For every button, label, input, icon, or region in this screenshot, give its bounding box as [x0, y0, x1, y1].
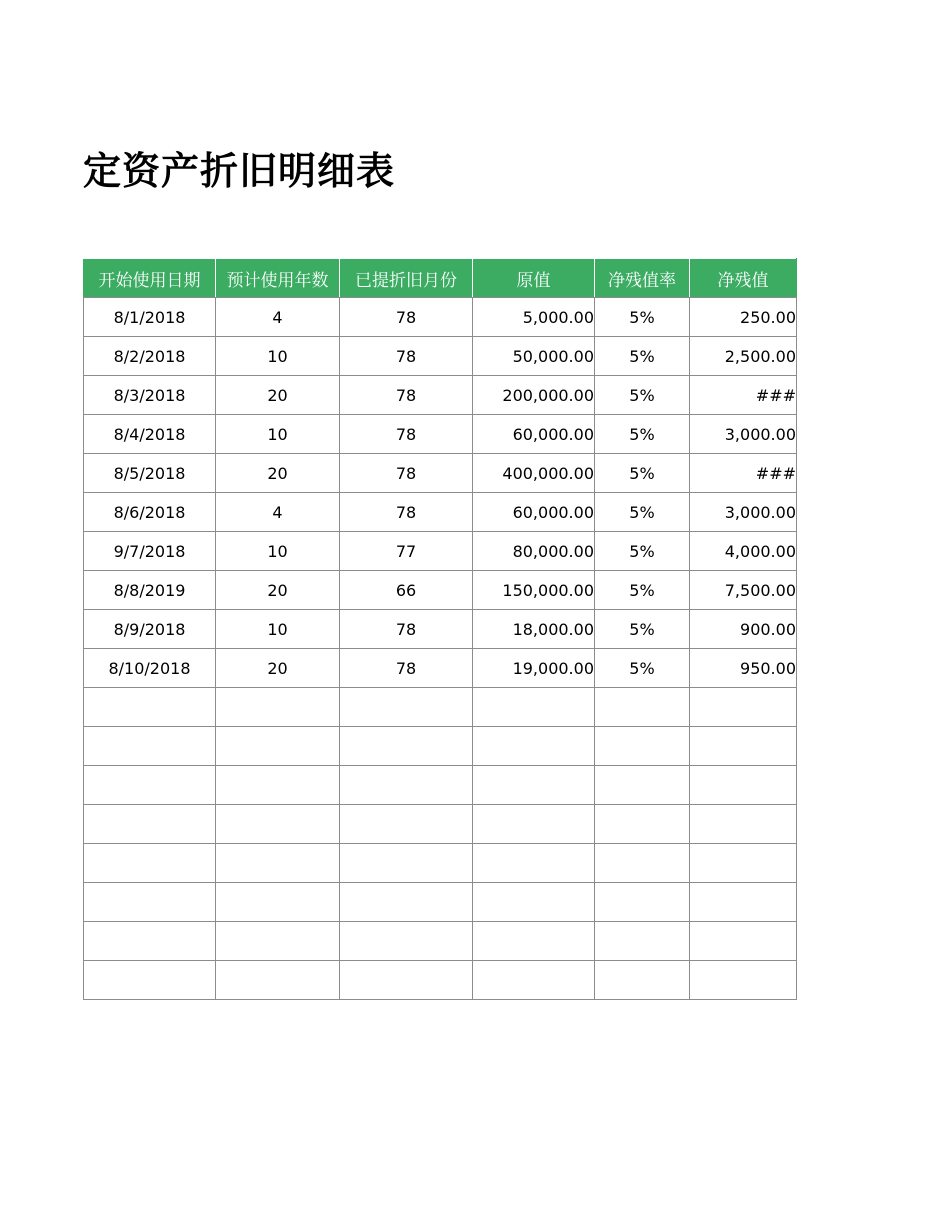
cell-residual-value[interactable]: 4,000.00 [690, 532, 797, 571]
cell-residual-value[interactable]: ### [690, 454, 797, 493]
cell-original-value[interactable]: 18,000.00 [473, 610, 595, 649]
cell-residual-rate[interactable]: 5% [595, 571, 690, 610]
cell-depreciated-months[interactable] [340, 805, 473, 844]
cell-start-date[interactable]: 8/4/2018 [84, 415, 216, 454]
cell-start-date[interactable]: 8/1/2018 [84, 298, 216, 337]
cell-depreciated-months[interactable]: 78 [340, 298, 473, 337]
table-row [84, 454, 797, 493]
cell-residual-rate[interactable]: 5% [595, 415, 690, 454]
cell-start-date[interactable] [84, 766, 216, 805]
cell-expected-years[interactable]: 10 [216, 532, 340, 571]
cell-depreciated-months[interactable] [340, 727, 473, 766]
cell-residual-rate[interactable]: 5% [595, 649, 690, 688]
header-residual-value[interactable]: 净残值 [690, 259, 797, 298]
cell-expected-years[interactable]: 20 [216, 376, 340, 415]
cell-original-value[interactable]: 5,000.00 [473, 298, 595, 337]
cell-residual-rate[interactable]: 5% [595, 493, 690, 532]
cell-expected-years[interactable] [216, 805, 340, 844]
cell-expected-years[interactable]: 4 [216, 298, 340, 337]
cell-depreciated-months[interactable]: 77 [340, 532, 473, 571]
cell-residual-rate[interactable]: 5% [595, 376, 690, 415]
cell-residual-rate[interactable] [595, 766, 690, 805]
cell-expected-years[interactable]: 10 [216, 610, 340, 649]
cell-start-date[interactable]: 8/5/2018 [84, 454, 216, 493]
table-row [84, 688, 797, 727]
cell-residual-rate[interactable] [595, 805, 690, 844]
cell-residual-value[interactable] [690, 688, 797, 727]
table-row [84, 805, 797, 844]
cell-residual-rate[interactable] [595, 922, 690, 961]
cell-start-date[interactable] [84, 961, 216, 1000]
table-row [84, 376, 797, 415]
cell-residual-value[interactable]: 2,500.00 [690, 337, 797, 376]
cell-original-value[interactable]: 19,000.00 [473, 649, 595, 688]
cell-depreciated-months[interactable] [340, 883, 473, 922]
header-row [84, 259, 797, 298]
cell-residual-rate[interactable]: 5% [595, 532, 690, 571]
cell-residual-rate[interactable] [595, 727, 690, 766]
table-row [84, 883, 797, 922]
cell-depreciated-months[interactable] [340, 961, 473, 1000]
cell-expected-years[interactable]: 10 [216, 337, 340, 376]
cell-expected-years[interactable] [216, 766, 340, 805]
cell-residual-rate[interactable]: 5% [595, 610, 690, 649]
table-row [84, 844, 797, 883]
cell-original-value[interactable] [473, 883, 595, 922]
cell-start-date[interactable]: 8/10/2018 [84, 649, 216, 688]
cell-residual-rate[interactable] [595, 883, 690, 922]
table-row [84, 493, 797, 532]
cell-residual-rate[interactable] [595, 688, 690, 727]
cell-residual-value[interactable]: 950.00 [690, 649, 797, 688]
page-title: 定资产折旧明细表 [83, 149, 396, 193]
cell-expected-years[interactable] [216, 883, 340, 922]
cell-depreciated-months[interactable] [340, 922, 473, 961]
table-row [84, 298, 797, 337]
cell-start-date[interactable]: 8/3/2018 [84, 376, 216, 415]
cell-original-value[interactable]: 150,000.00 [473, 571, 595, 610]
cell-residual-rate[interactable]: 5% [595, 454, 690, 493]
cell-residual-value[interactable]: ### [690, 376, 797, 415]
table-row [84, 649, 797, 688]
table-row [84, 922, 797, 961]
cell-residual-value[interactable] [690, 922, 797, 961]
header-start-date[interactable]: 开始使用日期 [84, 259, 216, 298]
header-expected-years[interactable]: 预计使用年数 [216, 259, 340, 298]
cell-start-date[interactable] [84, 805, 216, 844]
cell-start-date[interactable] [84, 883, 216, 922]
cell-expected-years[interactable] [216, 961, 340, 1000]
cell-original-value[interactable] [473, 805, 595, 844]
cell-depreciated-months[interactable]: 66 [340, 571, 473, 610]
cell-expected-years[interactable]: 20 [216, 649, 340, 688]
cell-residual-value[interactable] [690, 883, 797, 922]
cell-original-value[interactable]: 80,000.00 [473, 532, 595, 571]
cell-original-value[interactable] [473, 727, 595, 766]
cell-original-value[interactable] [473, 844, 595, 883]
cell-original-value[interactable]: 60,000.00 [473, 415, 595, 454]
cell-original-value[interactable] [473, 922, 595, 961]
cell-original-value[interactable]: 400,000.00 [473, 454, 595, 493]
table-row [84, 766, 797, 805]
header-depreciated-months[interactable]: 已提折旧月份 [340, 259, 473, 298]
cell-residual-value[interactable]: 900.00 [690, 610, 797, 649]
cell-residual-value[interactable] [690, 844, 797, 883]
cell-expected-years[interactable]: 20 [216, 454, 340, 493]
cell-residual-value[interactable]: 3,000.00 [690, 493, 797, 532]
cell-start-date[interactable] [84, 844, 216, 883]
table-row [84, 337, 797, 376]
depreciation-table [83, 258, 797, 1000]
cell-depreciated-months[interactable]: 78 [340, 493, 473, 532]
cell-expected-years[interactable]: 4 [216, 493, 340, 532]
cell-expected-years[interactable] [216, 688, 340, 727]
cell-start-date[interactable] [84, 688, 216, 727]
table-body [84, 298, 797, 1000]
cell-residual-value[interactable] [690, 727, 797, 766]
cell-original-value[interactable] [473, 688, 595, 727]
cell-start-date[interactable]: 9/7/2018 [84, 532, 216, 571]
table-row [84, 961, 797, 1000]
cell-expected-years[interactable]: 10 [216, 415, 340, 454]
cell-start-date[interactable]: 8/8/2019 [84, 571, 216, 610]
cell-original-value[interactable]: 60,000.00 [473, 493, 595, 532]
cell-original-value[interactable]: 200,000.00 [473, 376, 595, 415]
header-residual-rate[interactable]: 净残值率 [595, 259, 690, 298]
cell-residual-value[interactable]: 7,500.00 [690, 571, 797, 610]
cell-residual-rate[interactable] [595, 844, 690, 883]
cell-depreciated-months[interactable]: 78 [340, 376, 473, 415]
cell-residual-rate[interactable] [595, 961, 690, 1000]
cell-start-date[interactable] [84, 727, 216, 766]
cell-residual-value[interactable] [690, 961, 797, 1000]
table-row [84, 415, 797, 454]
cell-depreciated-months[interactable]: 78 [340, 415, 473, 454]
cell-depreciated-months[interactable] [340, 844, 473, 883]
cell-original-value[interactable]: 50,000.00 [473, 337, 595, 376]
cell-residual-value[interactable] [690, 805, 797, 844]
cell-residual-rate[interactable]: 5% [595, 337, 690, 376]
table-row [84, 571, 797, 610]
cell-residual-rate[interactable]: 5% [595, 298, 690, 337]
table-row [84, 727, 797, 766]
cell-depreciated-months[interactable] [340, 766, 473, 805]
cell-start-date[interactable]: 8/6/2018 [84, 493, 216, 532]
cell-start-date[interactable]: 8/2/2018 [84, 337, 216, 376]
cell-expected-years[interactable]: 20 [216, 571, 340, 610]
cell-residual-value[interactable]: 250.00 [690, 298, 797, 337]
cell-residual-value[interactable]: 3,000.00 [690, 415, 797, 454]
cell-start-date[interactable]: 8/9/2018 [84, 610, 216, 649]
cell-depreciated-months[interactable]: 78 [340, 337, 473, 376]
cell-start-date[interactable] [84, 922, 216, 961]
header-original-value[interactable]: 原值 [473, 259, 595, 298]
table-row [84, 532, 797, 571]
cell-depreciated-months[interactable]: 78 [340, 649, 473, 688]
cell-depreciated-months[interactable] [340, 688, 473, 727]
cell-expected-years[interactable] [216, 922, 340, 961]
cell-depreciated-months[interactable]: 78 [340, 610, 473, 649]
cell-original-value[interactable] [473, 961, 595, 1000]
cell-expected-years[interactable] [216, 844, 340, 883]
table-row [84, 610, 797, 649]
cell-depreciated-months[interactable]: 78 [340, 454, 473, 493]
cell-residual-value[interactable] [690, 766, 797, 805]
cell-original-value[interactable] [473, 766, 595, 805]
cell-expected-years[interactable] [216, 727, 340, 766]
